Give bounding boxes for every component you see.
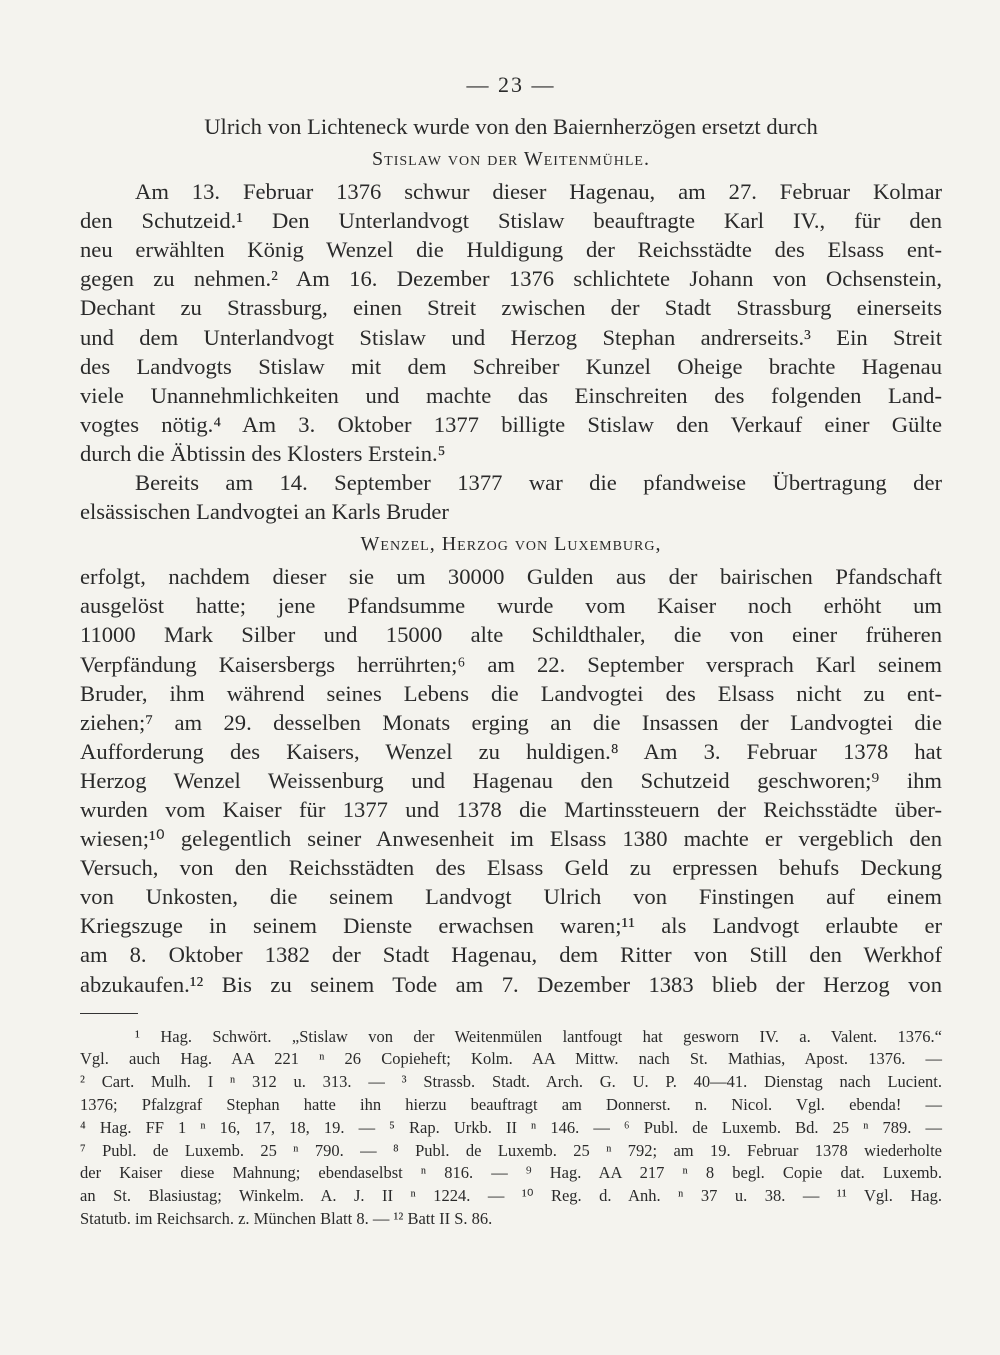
text-line: abzukaufen.¹² Bis zu seinem Tode am 7. Dezember 1383 blieb der Herzog von [80, 971, 942, 997]
text-line: gegen zu nehmen.² Am 16. Dezember 1376 schlichtete Johann von Ochsenstein, [80, 266, 942, 292]
text-line: am 8. Oktober 1382 der Stadt Hagenau, dem Ritter von Still den Werkhof [80, 942, 942, 968]
text-line: Am 13. Februar 1376 schwur dieser Hagenau, am 27. Februar Kolmar [135, 179, 942, 205]
section-heading-wenzel: Wenzel, Herzog von Luxemburg, [360, 533, 662, 556]
footnote-line: 1376; Pfalzgraf Stephan hatte ihn hierzu beauftragt am Donnerst. n. Nicol. Vgl. ebenda! — [80, 1095, 942, 1115]
section-heading-stislaw: Stislaw von der Weitenmühle. [372, 148, 650, 171]
footnote-line: Vgl. auch Hag. AA 221 ⁿ 26 Copieheft; Kolm. AA Mittw. nach St. Mathias, Apost. 1376. — [80, 1049, 942, 1069]
text-line: von Unkosten, die seinem Landvogt Ulrich von Finstingen auf einem [80, 884, 942, 910]
text-line: durch die Äbtissin des Klosters Erstein.⁵ [80, 440, 446, 466]
footnotes [80, 1026, 942, 1231]
footnote-line: ¹ Hag. Schwört. „Stislaw von der Weitenmülen lantfougt hat gesworn IV. a. Valent. 1376.“ [135, 1026, 942, 1046]
text-line: Ulrich von Lichteneck wurde von den Baiernherzögen ersetzt durch [204, 114, 818, 139]
footnote-line: ⁷ Publ. de Luxemb. 25 ⁿ 790. — ⁸ Publ. de Luxemb. 25 ⁿ 792; am 19. Februar 1378 wiederholte [80, 1140, 942, 1160]
page [80, 72, 942, 1231]
text-line: Versuch, von den Reichsstädten des Elsass Geld zu erpressen behufs Deckung [80, 855, 942, 881]
paragraph-2 [80, 468, 942, 526]
text-line: Herzog Wenzel Weissenburg und Hagenau den Schutzeid geschworen;⁹ ihm [80, 767, 942, 793]
text-line: wiesen;¹⁰ gelegentlich seiner Anwesenheit im Elsass 1380 machte er vergeblich den [80, 826, 942, 852]
text-line: ziehen;⁷ am 29. desselben Monats erging an die Insassen der Landvogtei die [80, 709, 942, 735]
text-line: Bereits am 14. September 1377 war die pfandweise Übertragung der [135, 470, 942, 496]
text-line: Verpfändung Kaisersbergs herrührten;⁶ am 22. September versprach Karl seinem [80, 651, 942, 677]
text-line: Aufforderung des Kaisers, Wenzel zu huldigen.⁸ Am 3. Februar 1378 hat [80, 738, 942, 764]
text-line: vogtes nötig.⁴ Am 3. Oktober 1377 billigte Stislaw den Verkauf einer Gülte [80, 411, 942, 437]
text-line: und dem Unterlandvogt Stislaw und Herzog Stephan andrerseits.³ Ein Streit [80, 324, 942, 350]
text-line: ausgelöst hatte; jene Pfandsumme wurde vom Kaiser noch erhöht um [80, 593, 942, 619]
page-number: — 23 — [466, 72, 556, 97]
text-line: Dechant zu Strassburg, einen Streit zwischen der Stadt Strassburg einerseits [80, 295, 942, 321]
footnote-line: der Kaiser diese Mahnung; ebendaselbst ⁿ 816. — ⁹ Hag. AA 217 ⁿ 8 begl. Copie dat. Luxemb. [80, 1163, 942, 1183]
intro-paragraph [80, 112, 942, 141]
text-line: des Landvogts Stislaw mit dem Schreiber Kunzel Oheige brachte Hagenau [80, 353, 942, 379]
text-line: den Schutzeid.¹ Den Unterlandvogt Stislaw beauftragte Karl IV., für den [80, 208, 942, 234]
footnote-line: ² Cart. Mulh. I ⁿ 312 u. 313. — ³ Strassb. Stadt. Arch. G. U. P. 40—41. Dienstag nach Lucient. [80, 1072, 942, 1092]
footnote-line: Statutb. im Reichsarch. z. München Blatt 8. — ¹² Batt II S. 86. [80, 1209, 493, 1228]
text-line: neu erwählten König Wenzel die Huldigung der Reichsstädte des Elsass ent- [80, 237, 942, 263]
footnote-divider [80, 1013, 138, 1014]
text-line: erfolgt, nachdem dieser sie um 30000 Gulden aus der bairischen Pfandschaft [80, 564, 942, 590]
paragraph-1 [80, 177, 942, 468]
text-line: 11000 Mark Silber und 15000 alte Schildthaler, die von einer früheren [80, 622, 942, 648]
text-line: Bruder, ihm während seines Lebens die Landvogtei des Elsass nicht zu ent- [80, 680, 942, 706]
paragraph-3 [80, 562, 942, 998]
footnote-line: an St. Blasiustag; Winkelm. A. J. II ⁿ 1224. — ¹⁰ Reg. d. Anh. ⁿ 37 u. 38. — ¹¹ Vgl. Hag. [80, 1186, 942, 1206]
text-line: viele Unannehmlichkeiten und machte das Einschreiten des folgenden Land- [80, 382, 942, 408]
text-line: wurden vom Kaiser für 1377 und 1378 die Martinssteuern der Reichsstädte über- [80, 796, 942, 822]
text-line: elsässischen Landvogtei an Karls Bruder [80, 499, 449, 525]
text-line: Kriegszuge in seinem Dienste erwachsen waren;¹¹ als Landvogt erlaubte er [80, 913, 942, 939]
footnote-line: ⁴ Hag. FF 1 ⁿ 16, 17, 18, 19. — ⁵ Rap. Urkb. II ⁿ 146. — ⁶ Publ. de Luxemb. Bd. 25 ⁿ 789. — [80, 1117, 942, 1137]
